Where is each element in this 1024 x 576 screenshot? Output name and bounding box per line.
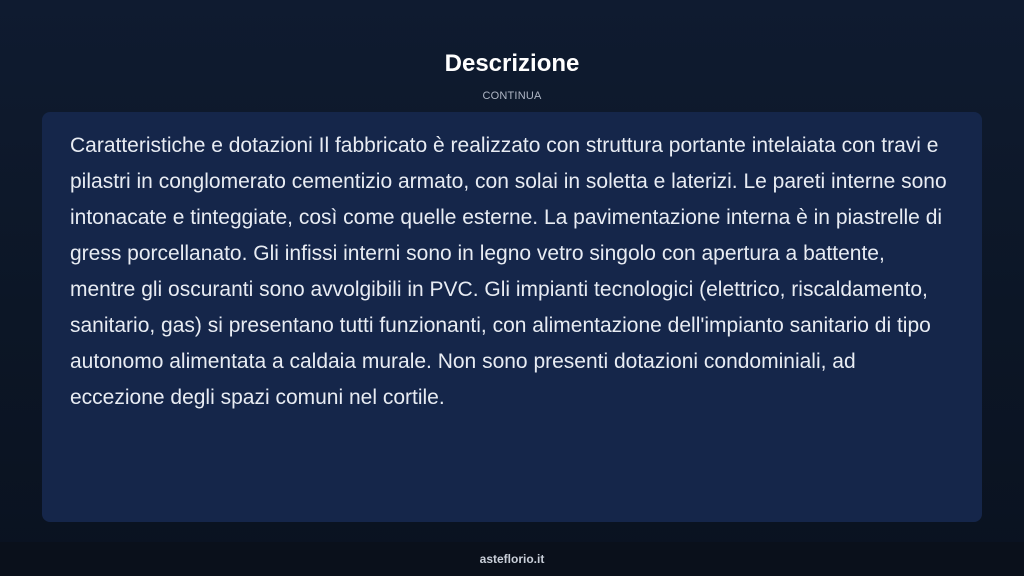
description-text: Caratteristiche e dotazioni Il fabbricato è realizzato con struttura portante intelaiata con travi e pilastri in conglomerato cementizio armato, con solai in soletta e laterizi. Le pareti interne sono intonacate e tinteggiate, così come quelle esterne. La pavimentazione interna è in piastrelle di gress porcellanato. Gli infissi interni sono in legno vetro singolo con apertura a battente, mentre gli oscuranti sono avvolgibili in PVC. Gli impianti tecnologici (elettrico, riscaldamento, sanitario, gas) si presentano tutti funzionanti, con alimentazione dell'impianto sanitario di tipo autonomo alimentata a caldaia murale. Non sono presenti dotazioni condominiali, ad eccezione degli spazi comuni nel cortile. bbox=[70, 134, 947, 409]
description-card bbox=[42, 112, 982, 522]
footer bbox=[0, 542, 1024, 576]
continue-link[interactable]: CONTINUA bbox=[482, 90, 542, 102]
footer-site-label: asteflorio.it bbox=[479, 552, 545, 566]
page-title: Descrizione bbox=[444, 50, 580, 77]
